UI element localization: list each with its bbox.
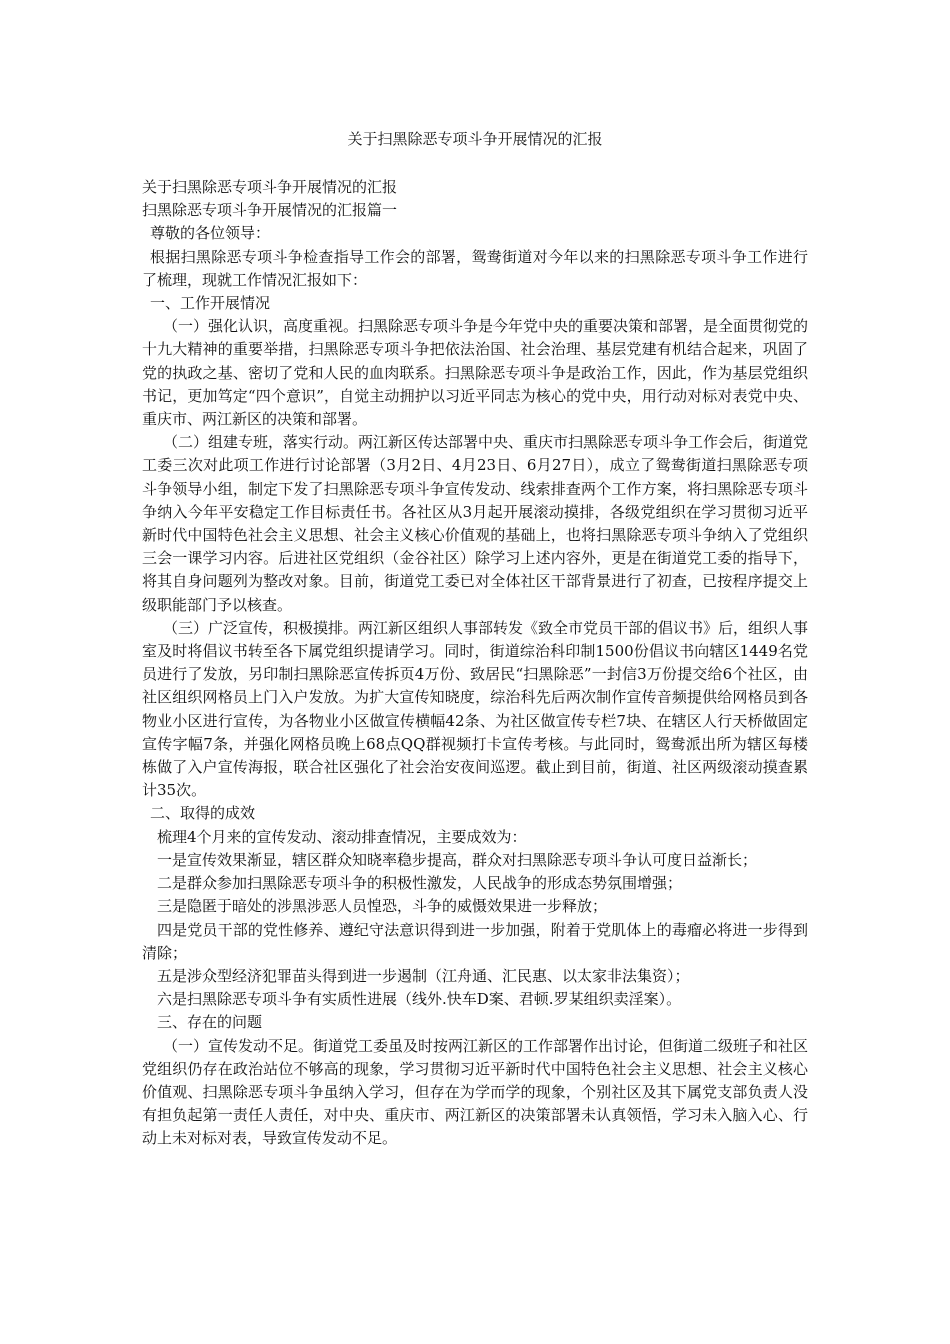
result-item: 三是隐匿于暗处的涉黑涉恶人员惶恐，斗争的威慑效果进一步释放； [157,897,608,916]
paragraph-publicity: （三）广泛宣传，积极摸排。两江新区组织人事部转发《致全市党员干部的倡议书》后，组织人事室及时将倡议书转至各下属党组织提请学习。同时，街道综治科印制1500份倡议书向辖区1449名党员进行了发放，另印制扫黑除恶宣传拆页4万份、致居民“扫黑除恶”一封信3万份提交给6个社区，由社区组织网格员上门入户发放。为扩大宣传知晓度，综治科先后两次制作宣传音频提供给网格员到各物业小区进行宣传，为各物业小区做宣传横幅42条、为社区做宣传专栏7块、在辖区人行天桥做固定宣传字幅7条，并强化网格员晚上68点QQ群视频打卡宣传考核。与此同时，鸳鸯派出所为辖区每楼栋做了入户宣传海报，联合社区强化了社会治安夜间巡逻。截止到目前，街道、社区两级滚动摸查累计35次。 [142,618,809,800]
result-item: 二是群众参加扫黑除恶专项斗争的积极性激发，人民战争的形成态势氛围增强； [157,874,683,893]
heading-line: 关于扫黑除恶专项斗争开展情况的汇报 [142,178,398,196]
subheading-line: 扫黑除恶专项斗争开展情况的汇报篇一 [142,201,398,220]
result-item: 一是宣传效果渐显，辖区群众知晓率稳步提高，群众对扫黑除恶专项斗争认可度日益渐长； [157,850,758,869]
results-intro: 梳理4个月来的宣传发动、滚动排查情况，主要成效为： [157,827,527,846]
section-heading-results: 二、取得的成效 [150,804,256,823]
paragraph-awareness: （一）强化认识，高度重视。扫黑除恶专项斗争是今年党中央的重要决策和部署，是全面贯彻党的十九大精神的重要举措，扫黑除恶专项斗争把依法治国、社会治理、基层党建有机结合起来，巩固了党的执政之基、密切了党和人民的血肉联系。扫黑除恶专项斗争是政治工作，因此，作为基层党组织书记，更加笃定“四个意识”，自觉主动拥护以习近平同志为核心的党中央，用行动对标对表党中央、重庆市、两江新区的决策和部署。 [142,317,809,429]
section-heading-problems: 三、存在的问题 [157,1013,263,1032]
intro-paragraph: 根据扫黑除恶专项斗争检查指导工作会的部署，鸳鸯街道对今年以来的扫黑除恶专项斗争工作进行了梳理，现就工作情况汇报如下： [142,247,808,289]
section-heading-work: 一、工作开展情况 [150,294,271,313]
result-item: 五是涉众型经济犯罪苗头得到进一步遏制（江舟通、汇民惠、以太家非法集资）； [157,966,690,985]
paragraph-problem-publicity: （一）宣传发动不足。街道党工委虽及时按两江新区的工作部署作出讨论，但街道二级班子和社区党组织仍存在政治站位不够高的现象，学习贯彻习近平新时代中国特色社会主义思想、社会主义核心价值观、扫黑除恶专项斗争虽纳入学习，但存在为学而学的现象，个别社区及其下属党支部负责人没有担负起第一责任人责任，对中央、重庆市、两江新区的决策部署未认真领悟，学习未入脑入心、行动上未对标对表，导致宣传发动不足。 [142,1036,809,1148]
document-title: 关于扫黑除恶专项斗争开展情况的汇报 [347,130,603,148]
paragraph-task-force: （二）组建专班，落实行动。两江新区传达部署中央、重庆市扫黑除恶专项斗争工作会后，街道党工委三次对此项工作进行讨论部署（3月2日、4月23日、6月27日），成立了鸳鸯街道扫黑除恶专项斗争领导小组，制定下发了扫黑除恶专项斗争宣传发动、线索排查两个工作方案，将扫黑除恶专项斗争纳入今年平安稳定工作目标责任书。各社区从3月起开展滚动摸排，各级党组织在学习贯彻习近平新时代中国特色社会主义思想、社会主义核心价值观的基础上，也将扫黑除恶专项斗争纳入了党组织三会一课学习内容。后进社区党组织（金谷社区）除学习上述内容外，更是在街道党工委的指导下，将其自身问题列为整改对象。目前，街道党工委已对全体社区干部背景进行了初查，已按程序提交上级职能部门予以核查。 [142,433,809,614]
document-body [142,176,808,1151]
result-item: 六是扫黑除恶专项斗争有实质性进展（线外.快车D案、君顿.罗某组织卖淫案）。 [157,990,682,1009]
salutation: 尊敬的各位领导： [150,224,271,243]
result-item: 四是党员干部的党性修养、遵纪守法意识得到进一步加强，附着于党肌体上的毒瘤必将进一步得到清除； [142,920,808,962]
